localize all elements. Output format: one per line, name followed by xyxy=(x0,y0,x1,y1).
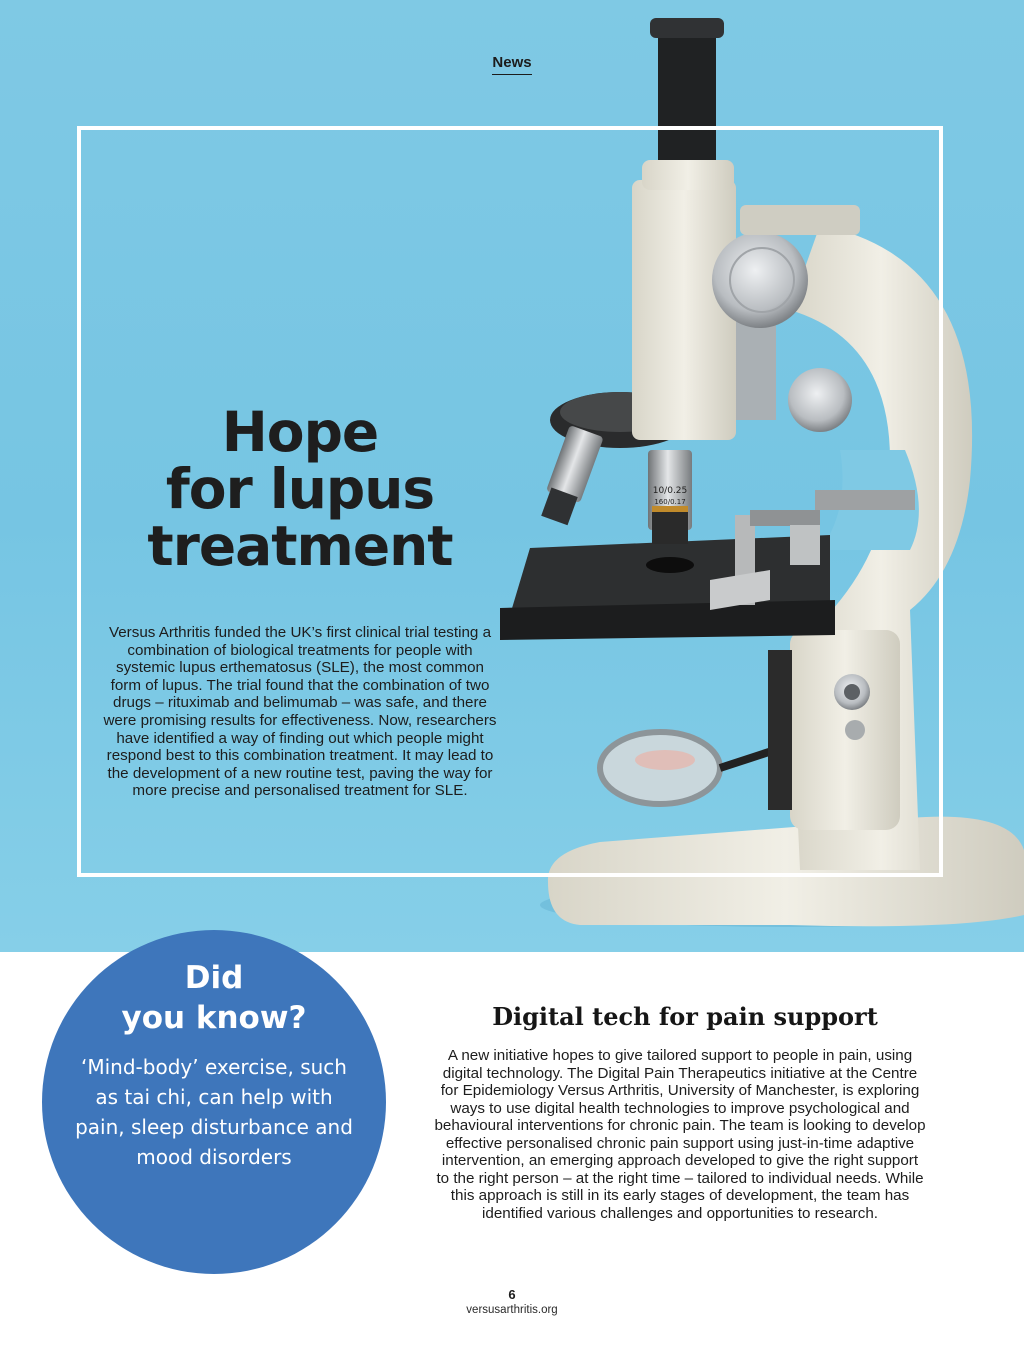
article-headline xyxy=(90,400,510,578)
objective-label: 10/0.25 xyxy=(652,486,688,496)
did-you-know-body: ‘Mind-body’ exercise, such as tai chi, can help with pain, sleep disturbance and mood disorders xyxy=(75,1055,353,1169)
section-label-text: News xyxy=(492,54,531,75)
headline-line: Hope xyxy=(221,400,379,464)
article-intro: Versus Arthritis funded the UK’s first clinical trial testing a combination of biological treatments for people with systemic lupus erthematosus (SLE), the most common form of lupus. The trial found that the combination of two drugs – rituximab and belimumab – was safe, and there were promising results for effectiveness. Now, researchers have identified a way of finding out which people might respond best to this combination treatment. It may lead to the development of a new routine test, paving the way for more precise and personalised treatment for SLE. xyxy=(103,624,497,800)
did-you-know-circle xyxy=(42,930,386,1274)
did-you-know-title-line: Did xyxy=(184,960,244,996)
did-you-know-title xyxy=(42,958,386,1038)
headline-line: treatment xyxy=(147,514,453,578)
digital-tech-heading: Digital tech for pain support xyxy=(492,1002,878,1031)
page-number: 6 xyxy=(508,1287,516,1302)
headline-line: for lupus xyxy=(165,457,435,521)
did-you-know-title-line: you know? xyxy=(121,1000,307,1036)
website-url: versusarthritis.org xyxy=(466,1304,558,1316)
objective-sub-label: 160/0.17 xyxy=(654,498,686,506)
digital-tech-body: A new initiative hopes to give tailored support to people in pain, using digital technology. The Digital Pain Therapeutics initiative at the Centre for Epidemiology Versus Arthritis, University of Manchester, is exploring ways to use digital health technologies to improve psychological and behavioural interventions for chronic pain. The team is looking to develop effective personalised chronic pain support using just-in-time adaptive intervention, an emerging approach developed to give the right support to the right person – at the right time – tailored to individual needs. While this approach is still in its early stages of development, the team has identified various challenges and opportunities to research. xyxy=(434,1047,926,1222)
